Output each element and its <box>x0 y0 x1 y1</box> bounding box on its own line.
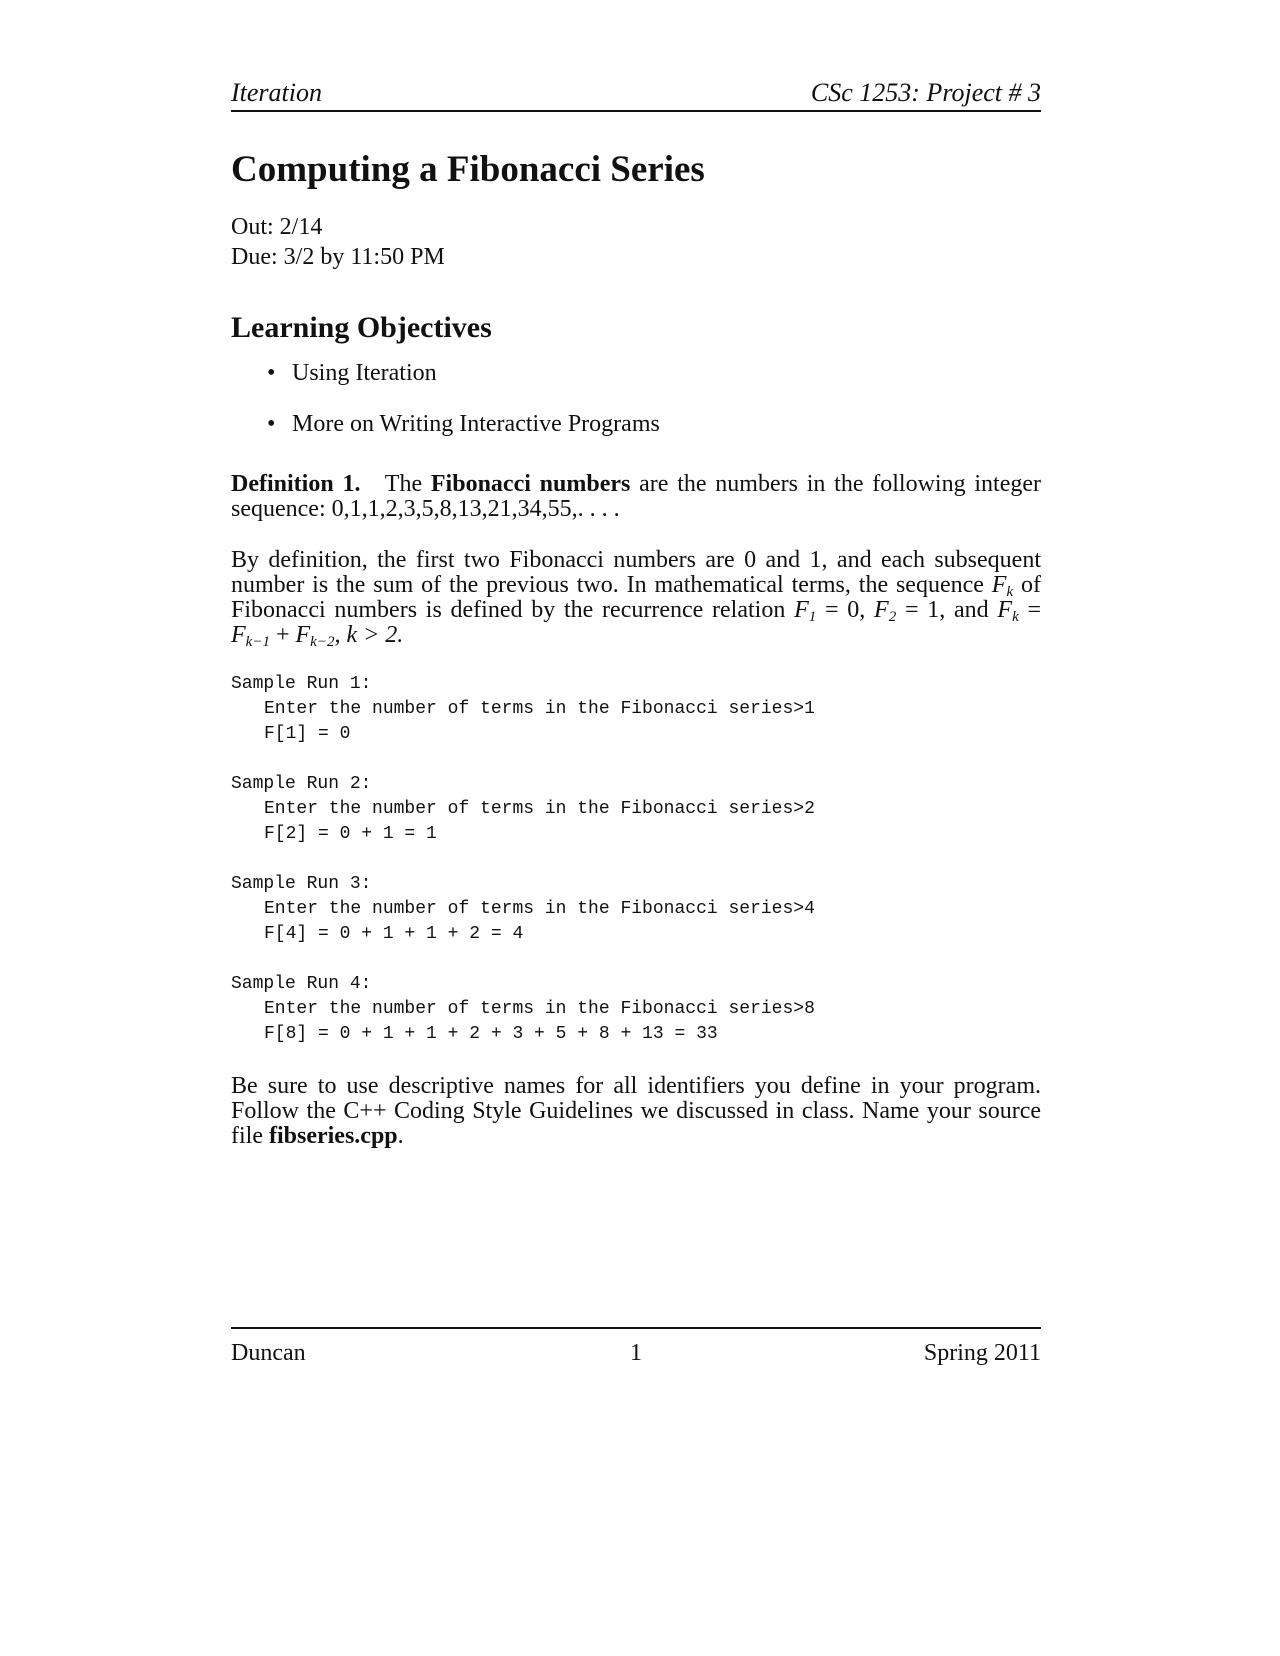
sample-run <box>231 772 1041 847</box>
sample-run-label: Sample Run 2: <box>231 774 372 794</box>
sample-run-output <box>231 997 1041 1047</box>
math-recurrence: $F_k$ <box>997 597 1019 625</box>
sample-run-output <box>231 797 1041 847</box>
learning-objectives-list <box>231 358 1041 439</box>
definition-paragraph <box>231 472 1041 522</box>
page-number: 1 <box>630 1340 642 1366</box>
running-footer <box>231 1327 1041 1368</box>
bullet-icon: • <box>267 360 276 386</box>
sample-run-output <box>231 697 1041 747</box>
definition-intro: The <box>384 471 423 497</box>
math-f2-value: = 1, and <box>904 597 989 623</box>
closing-paragraph <box>231 1074 1041 1149</box>
date-block <box>231 212 1041 272</box>
math-fk-minus-2: $F_{k-2}$, <box>295 622 341 650</box>
learning-objectives-heading: Learning Objectives <box>231 311 492 344</box>
closing-text: Be sure to use descriptive names for all identifiers you define in your program. Follow the C++ Coding Style Guidelines we discussed in class. Name your source file <box>231 1073 1041 1149</box>
sample-run-label: Sample Run 3: <box>231 874 372 894</box>
math-plus: + <box>275 622 290 648</box>
math-condition: k > 2. <box>346 622 404 648</box>
sample-run-line: Enter the number of terms in the Fibonacci series>8 <box>264 999 815 1019</box>
definition-label: Definition 1. <box>231 471 361 497</box>
recurrence-intro: By definition, the first two Fibonacci numbers are 0 and 1, and each subsequent number is the sum of the previous two. In mathematical terms, the sequence <box>231 547 1041 598</box>
sample-run-output <box>231 897 1041 947</box>
recurrence-middle: of Fibonacci numbers is defined by the recurrence relation <box>231 572 1042 623</box>
document-title: Computing a Fibonacci Series <box>231 149 705 190</box>
header-left-text: Iteration <box>231 78 322 107</box>
sample-run-label: Sample Run 1: <box>231 674 372 694</box>
footer-term: Spring 2011 <box>923 1340 1041 1366</box>
objective-item <box>267 409 1041 439</box>
math-f1-value: = 0, <box>825 597 866 623</box>
math-fk: $F_k$ <box>991 572 1014 600</box>
definition-body: are the numbers in the following integer sequence: 0,1,1,2,3,5,8,13,21,34,55,. . . . <box>231 471 1041 522</box>
header-right-text: CSc 1253: Project # 3 <box>810 78 1041 107</box>
sample-run <box>231 672 1041 747</box>
footer-author: Duncan <box>231 1340 306 1366</box>
recurrence-paragraph <box>231 548 1041 648</box>
bullet-icon: • <box>267 411 276 437</box>
objective-text: Using Iteration <box>292 360 437 386</box>
objective-text: More on Writing Interactive Programs <box>292 411 660 437</box>
running-header <box>231 78 1041 112</box>
definition-term: Fibonacci numbers <box>430 471 631 497</box>
sample-run-line: F[4] = 0 + 1 + 1 + 2 = 4 <box>264 924 524 944</box>
sample-run-line: F[2] = 0 + 1 = 1 <box>264 824 437 844</box>
sample-run-line: F[8] = 0 + 1 + 1 + 2 + 3 + 5 + 8 + 13 = 33 <box>264 1024 718 1044</box>
sample-run <box>231 972 1041 1047</box>
sample-run-line: Enter the number of terms in the Fibonacci series>1 <box>264 699 815 719</box>
sample-run-line: Enter the number of terms in the Fibonacci series>2 <box>264 799 815 819</box>
source-filename: fibseries.cpp <box>268 1123 398 1149</box>
sample-run-line: F[1] = 0 <box>264 724 351 744</box>
math-equals: = <box>1027 597 1042 623</box>
document-page <box>231 78 1041 1149</box>
closing-period: . <box>397 1123 404 1149</box>
math-f2: $F_2$ <box>874 597 897 625</box>
sample-run-line: Enter the number of terms in the Fibonacci series>4 <box>264 899 815 919</box>
sample-run <box>231 872 1041 947</box>
objective-item <box>267 358 1041 388</box>
math-fk-minus-1: $F_{k-1}$ <box>231 622 270 650</box>
math-f1: $F_1$ <box>794 597 817 625</box>
sample-run-label: Sample Run 4: <box>231 974 372 994</box>
due-date: Due: 3/2 by 11:50 PM <box>231 244 445 270</box>
out-date: Out: 2/14 <box>231 214 323 240</box>
